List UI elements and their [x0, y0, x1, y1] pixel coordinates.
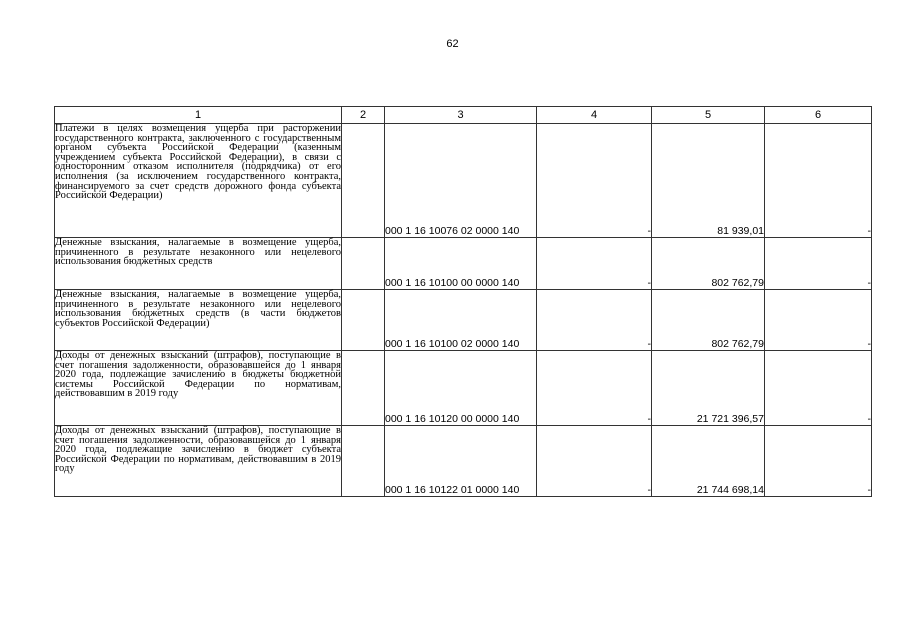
table-header-row: [55, 107, 872, 124]
row-description: Доходы от денежных взысканий (штрафов), поступающие в счет погашения задолженности, образовавшейся до 1 января 2020 года, подлежащие зачислению в бюджеты бюджетной системы Российской Федерации по нормативам, действовавшим в 2019 году: [55, 351, 342, 426]
row-col6: -: [765, 124, 872, 238]
row-col6: -: [765, 351, 872, 426]
row-description: Денежные взыскания, налагаемые в возмещение ущерба, причиненного в результате незаконного или нецелевого использования бюджетных средств (в части бюджетов субъектов Российской Федерации): [55, 290, 342, 351]
revenue-table: [54, 106, 872, 497]
row-col5-amount: 21 744 698,14: [652, 426, 765, 497]
row-budget-code: 000 1 16 10122 01 0000 140: [385, 426, 537, 497]
page-number: 62: [446, 38, 459, 50]
row-col4: -: [537, 426, 652, 497]
row-col2: [342, 124, 385, 238]
column-header-6: 6: [765, 107, 872, 124]
table-row: [55, 351, 872, 426]
row-budget-code: 000 1 16 10076 02 0000 140: [385, 124, 537, 238]
row-col5-amount: 802 762,79: [652, 290, 765, 351]
column-header-3: 3: [385, 107, 537, 124]
row-description: Платежи в целях возмещения ущерба при расторжении государственного контракта, заключенного с государственным органом субъекта Российской Федерации (казенным учреждением субъекта Российской Федерации), в связи с односторонним отказом исполнителя (подрядчика) от его исполнения (за исключением государственного контракта, финансируемого за счет средств дорожного фонда субъекта Российской Федерации): [55, 124, 342, 238]
row-col2: [342, 351, 385, 426]
row-col6: -: [765, 238, 872, 290]
table-row: [55, 124, 872, 238]
row-description: Денежные взыскания, налагаемые в возмещение ущерба, причиненного в результате незаконного или нецелевого использования бюджетных средств: [55, 238, 342, 290]
row-col2: [342, 426, 385, 497]
row-col5-amount: 21 721 396,57: [652, 351, 765, 426]
row-budget-code: 000 1 16 10100 02 0000 140: [385, 290, 537, 351]
row-col4: -: [537, 351, 652, 426]
row-col2: [342, 238, 385, 290]
row-col4: -: [537, 290, 652, 351]
row-col6: -: [765, 290, 872, 351]
column-header-4: 4: [537, 107, 652, 124]
row-budget-code: 000 1 16 10120 00 0000 140: [385, 351, 537, 426]
table-row: [55, 290, 872, 351]
row-description: Доходы от денежных взысканий (штрафов), поступающие в счет погашения задолженности, образовавшейся до 1 января 2020 года, подлежащие зачислению в бюджет субъекта Российской Федерации по нормативам, действовавшим в 2019 году: [55, 426, 342, 497]
column-header-5: 5: [652, 107, 765, 124]
row-col4: -: [537, 238, 652, 290]
table-row: [55, 238, 872, 290]
row-col6: -: [765, 426, 872, 497]
table-row: [55, 426, 872, 497]
row-col5-amount: 81 939,01: [652, 124, 765, 238]
column-header-2: 2: [342, 107, 385, 124]
row-col5-amount: 802 762,79: [652, 238, 765, 290]
row-budget-code: 000 1 16 10100 00 0000 140: [385, 238, 537, 290]
row-col4: -: [537, 124, 652, 238]
column-header-1: 1: [55, 107, 342, 124]
row-col2: [342, 290, 385, 351]
